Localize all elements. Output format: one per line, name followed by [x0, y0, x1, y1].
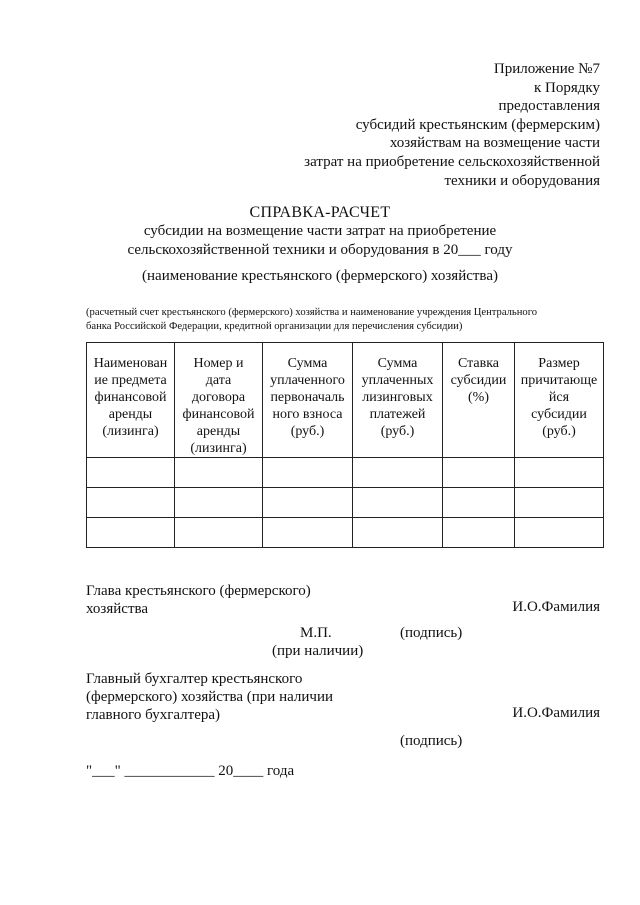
- table-cell[interactable]: [515, 488, 604, 518]
- table-cell[interactable]: [175, 458, 263, 488]
- table-row: [87, 458, 604, 488]
- table-cell[interactable]: [353, 488, 443, 518]
- appendix-line: хозяйствам на возмещение части: [389, 135, 600, 152]
- table-cell[interactable]: [263, 518, 353, 548]
- signature-caption: (подпись): [400, 625, 463, 641]
- appendix-line: предоставления: [498, 98, 600, 115]
- table-cell[interactable]: [175, 488, 263, 518]
- header-contract-number-date: Номер и дата договора финансовой аренды (лизинга): [175, 343, 263, 458]
- header-lease-subject: Наименован ие предмета финансовой аренды (лизинга): [87, 343, 175, 458]
- appendix-line: к Порядку: [534, 79, 600, 96]
- table-cell[interactable]: [263, 488, 353, 518]
- table-cell[interactable]: [515, 458, 604, 488]
- header-subsidy-amount: Размер причитающе йся субсидии (руб.): [515, 343, 604, 458]
- table-cell[interactable]: [87, 458, 175, 488]
- stamp-note: (при наличии): [272, 643, 364, 659]
- document-title: СПРАВКА-РАСЧЕТ: [249, 204, 391, 221]
- appendix-line: субсидий крестьянским (фермерским): [355, 116, 600, 133]
- table-cell[interactable]: [353, 458, 443, 488]
- header-subsidy-rate: Ставка субсидии (%): [443, 343, 515, 458]
- appendix-line: затрат на приобретение сельскохозяйственной: [304, 153, 600, 170]
- head-of-farm-label: Глава крестьянского (фермерского) хозяйства: [86, 583, 311, 617]
- account-note-line: банка Российской Федерации, кредитной организации для перечисления субсидии): [86, 321, 463, 332]
- appendix-header: [260, 60, 600, 190]
- table-cell[interactable]: [87, 518, 175, 548]
- header-lease-payments: Сумма уплаченных лизинговых платежей (руб.): [353, 343, 443, 458]
- account-note-line: (расчетный счет крестьянского (фермерского) хозяйства и наименование учреждения Центрального: [86, 307, 538, 318]
- table-cell[interactable]: [443, 488, 515, 518]
- appendix-line: техники и оборудования: [444, 172, 600, 189]
- chief-accountant-name: И.О.Фамилия: [512, 705, 600, 721]
- table-row: [87, 518, 604, 548]
- table-cell[interactable]: [443, 458, 515, 488]
- table-row: [87, 488, 604, 518]
- table-header-row: [87, 343, 604, 458]
- table-cell[interactable]: [353, 518, 443, 548]
- farm-name-caption: (наименование крестьянского (фермерского) хозяйства): [142, 268, 498, 284]
- table-cell[interactable]: [175, 518, 263, 548]
- head-of-farm-name: И.О.Фамилия: [512, 599, 600, 615]
- stamp-label: М.П.: [300, 625, 332, 641]
- subtitle-line: сельскохозяйственной техники и оборудования в 20___ году: [127, 242, 513, 258]
- account-note: [86, 306, 606, 334]
- subsidy-calculation-table: [86, 342, 604, 548]
- document-subtitle: [80, 222, 560, 260]
- subtitle-line: субсидии на возмещение части затрат на приобретение: [143, 223, 497, 239]
- table-cell[interactable]: [443, 518, 515, 548]
- header-initial-payment: Сумма уплаченного первоначаль ного взноса (руб.): [263, 343, 353, 458]
- chief-accountant-label: Главный бухгалтер крестьянского (фермерского) хозяйства (при наличии главного бухгалтера): [86, 671, 334, 723]
- table-cell[interactable]: [87, 488, 175, 518]
- table-cell[interactable]: [515, 518, 604, 548]
- accountant-signature-caption: (подпись): [400, 733, 463, 749]
- table-cell[interactable]: [263, 458, 353, 488]
- appendix-line: Приложение №7: [493, 61, 600, 77]
- date-line: "___" ____________ 20____ года: [86, 763, 295, 779]
